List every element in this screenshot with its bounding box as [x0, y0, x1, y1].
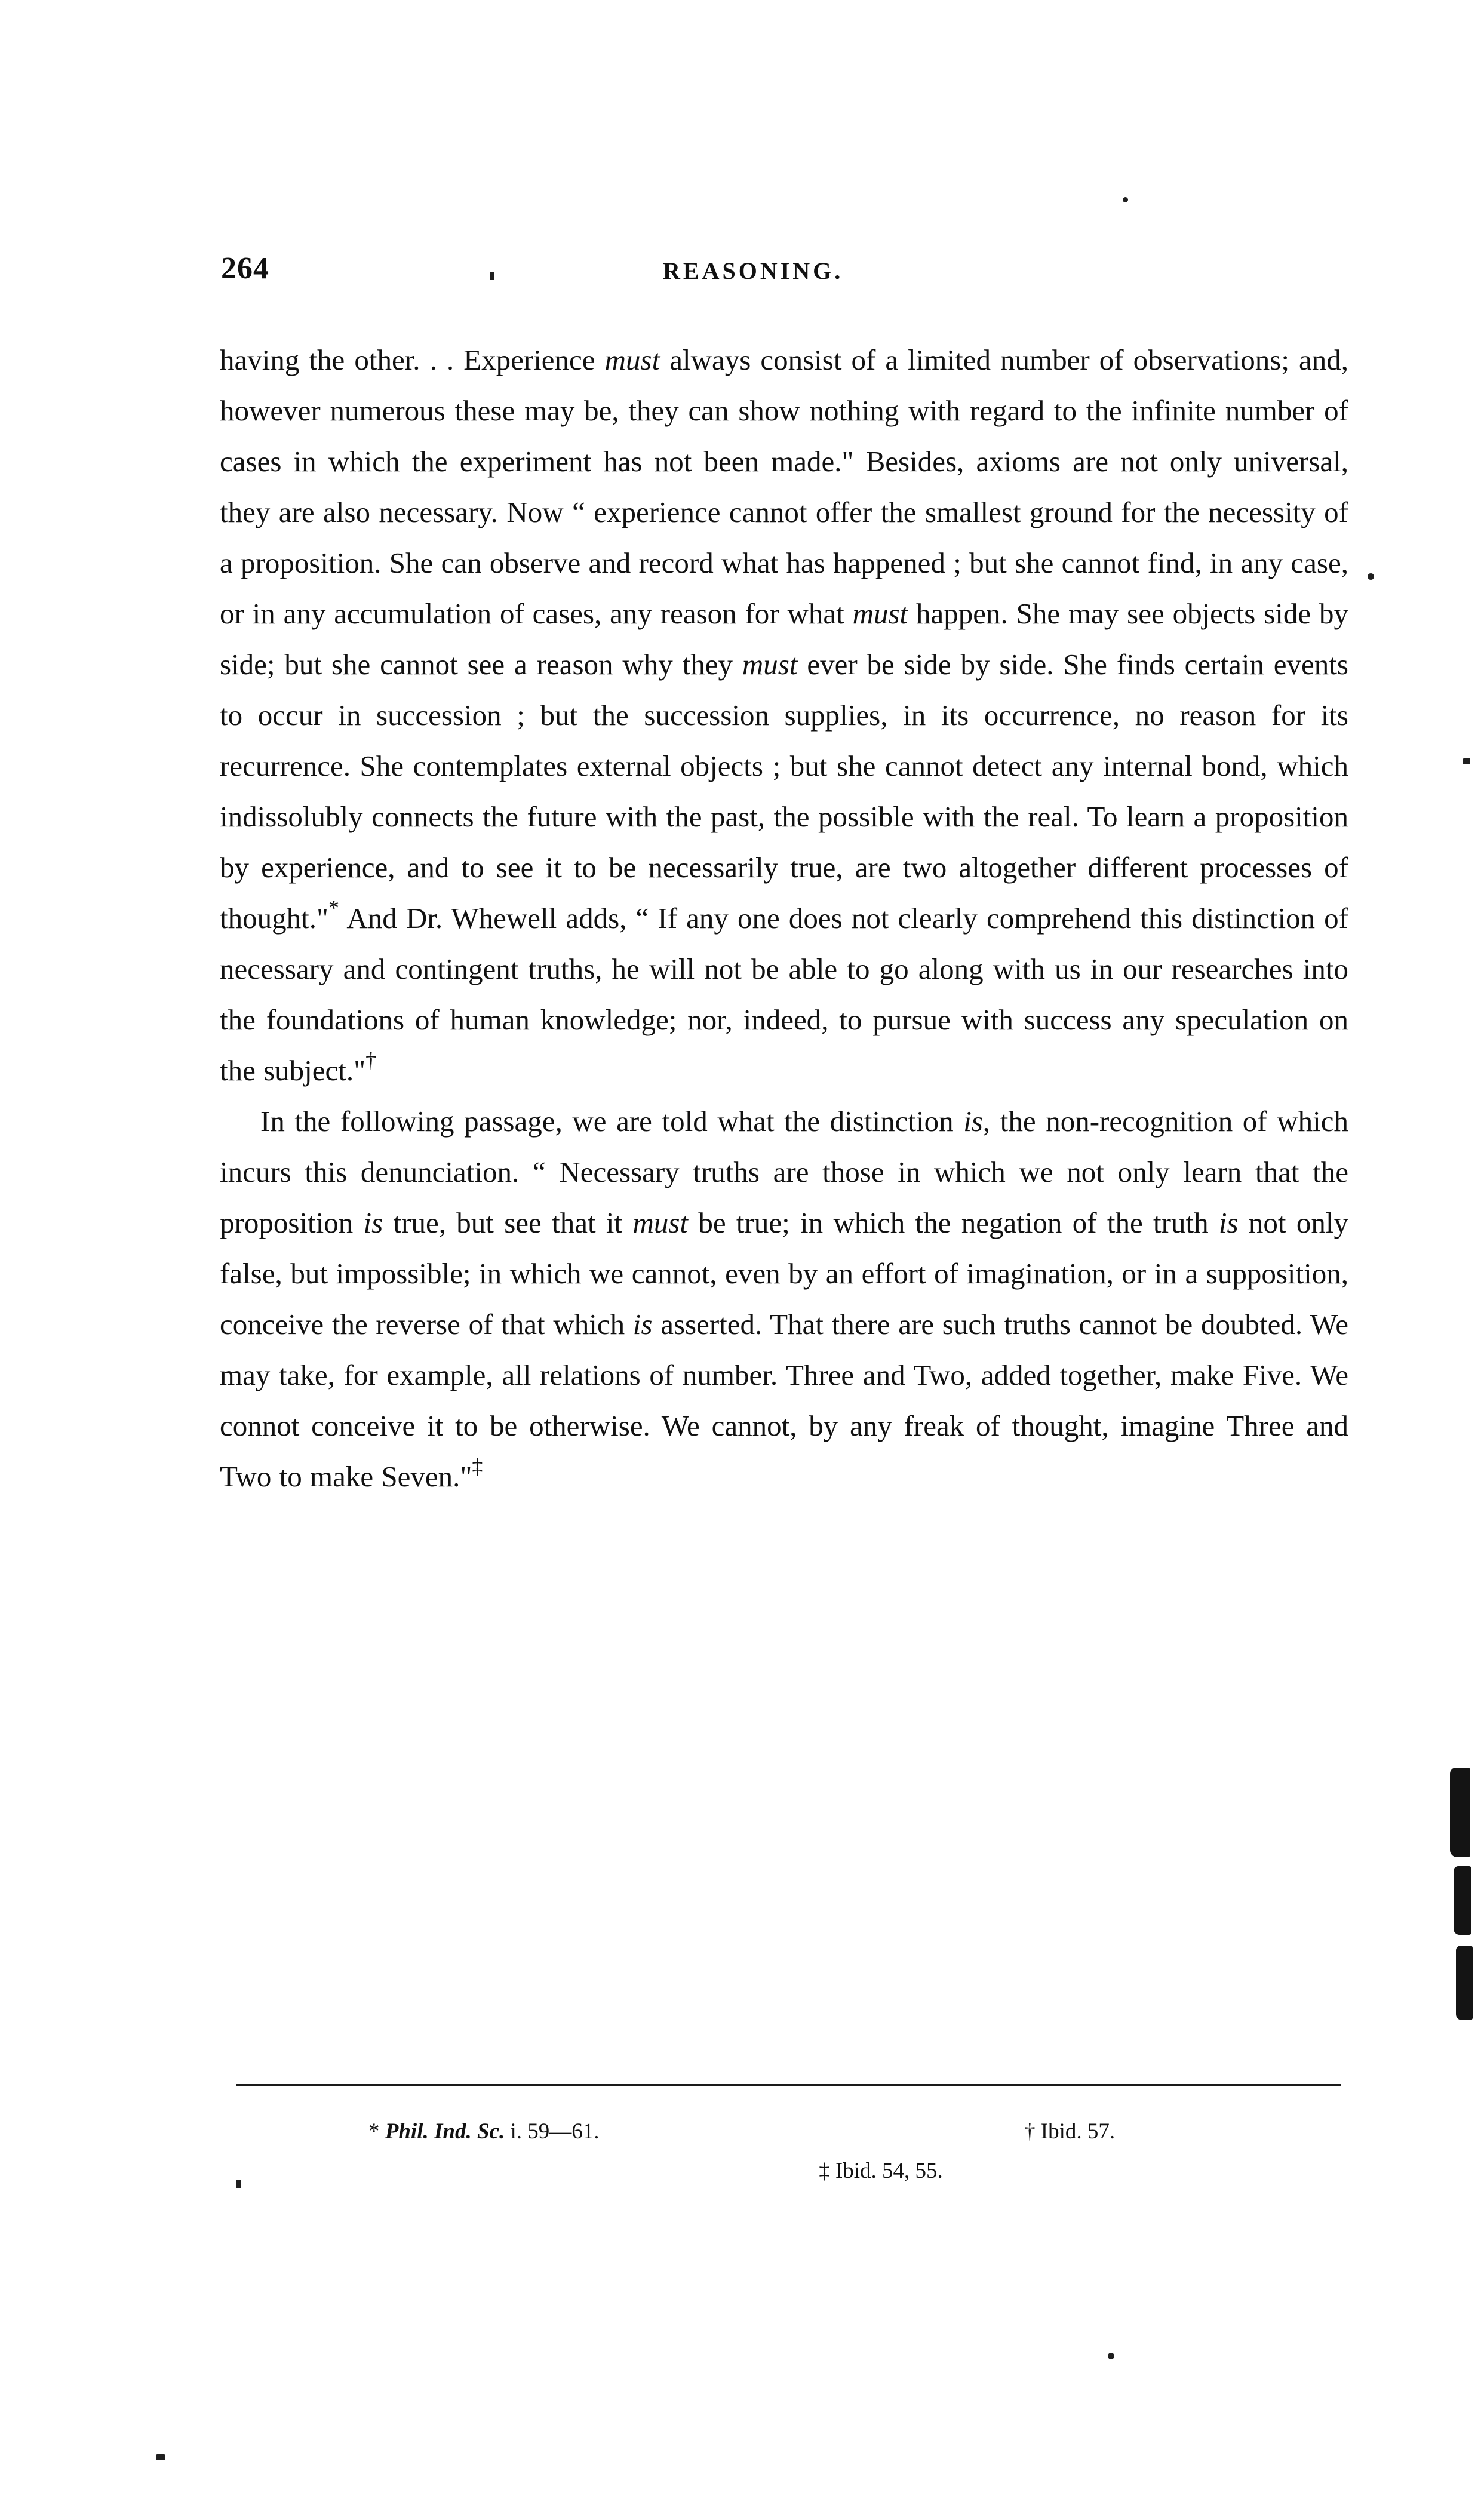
footnote-star [368, 2114, 600, 2150]
footnote-row [236, 2153, 1341, 2193]
footnote-dagger: † Ibid. 57. [1024, 2119, 1116, 2144]
footnote-row [236, 2114, 1341, 2153]
footnote-ddagger: ‡ Ibid. 54, 55. [819, 2159, 943, 2183]
scan-edge-mark [1450, 1768, 1470, 1857]
scan-speck [490, 272, 494, 280]
scan-speck [156, 2454, 165, 2460]
page-number: 264 [221, 251, 269, 285]
running-title: REASONING. [663, 257, 844, 284]
footnote-star-title: Phil. Ind. Sc. [385, 2119, 505, 2144]
scan-speck [1463, 758, 1470, 764]
body-text [220, 334, 1348, 1502]
footnote-rule [236, 2084, 1341, 2086]
footnote-star-marker: * [368, 2119, 380, 2144]
scan-speck [1108, 2353, 1114, 2359]
scan-speck [1368, 573, 1374, 580]
paragraph: having the other. . . Experience must always consist of a limited number of observations; and, however numerous these may be, they can show nothing with regard to the infinite number of cases in which the experiment has not been made." Besides, axioms are not only universal, they are also necessary. Now “ experience cannot offer the smallest ground for the necessity of a proposition. She can observe and record what has happened ; but she cannot find, in any case, or in any accumulation of cases, any reason for what must happen. She may see objects side by side; but she cannot see a reason why they must ever be side by side. She finds certain events to occur in succession ; but the succession supplies, in its occurrence, no reason for its recurrence. She contemplates external objects ; but she cannot detect any internal bond, which indissolubly connects the future with the past, the possible with the real. To learn a proposition by experience, and to see it to be necessarily true, are two altogether different processes of thought."* And Dr. Whewell adds, “ If any one does not clearly comprehend this distinction of necessary and contingent truths, he will not be able to go along with us in our researches into the foundations of human knowledge; nor, indeed, to pursue with success any speculation on the subject."† [220, 343, 1348, 1087]
footnote-star-ref: i. 59—61. [510, 2119, 600, 2144]
scan-edge-mark [1454, 1866, 1471, 1935]
paragraph: In the following passage, we are told what the distinction is, the non-recognition of which incurs this denunciation. “ Necessary truths are those in which we not only learn that the proposition is true, but see that it must be true; in which the negation of the truth is not only false, but impossible; in which we cannot, even by an effort of imagination, or in a supposition, conceive the reverse of that which is asserted. That there are such truths cannot be doubted. We may take, for example, all relations of number. Three and Two, added together, make Five. We connot conceive it to be otherwise. We cannot, by any freak of thought, imagine Three and Two to make Seven."‡ [220, 1105, 1348, 1493]
page-header [221, 251, 1356, 293]
scan-edge-mark [1456, 1946, 1473, 2020]
scan-speck [236, 2180, 241, 2188]
scan-speck [1123, 197, 1128, 202]
footnotes [236, 2114, 1341, 2193]
